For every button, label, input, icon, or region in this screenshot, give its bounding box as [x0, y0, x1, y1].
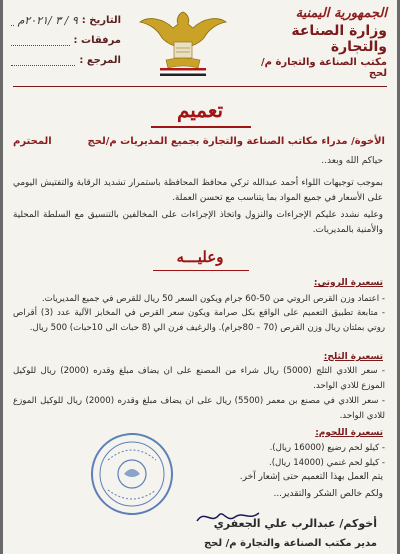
addressee-to: الأخوة/ مدراء مكاتب الصناعة والتجارة بجميع المديريات م/لحج [87, 136, 385, 147]
closing-greeting: ولكم خالص الشكر والتقدير... [273, 489, 383, 499]
reference-label: المرجع : [79, 54, 121, 66]
header-divider [13, 86, 387, 87]
reference-line [11, 55, 75, 66]
section-heading-wa-alayh: وعليـــه [176, 248, 224, 266]
bread-pricing-title: تسعيرة الروتي: [313, 278, 383, 288]
reference-block [11, 10, 121, 70]
date-row [11, 10, 121, 30]
wa-alayh-underline [153, 270, 249, 271]
date-line [11, 15, 14, 26]
bread-item-2: - متابعة تطبيق التعميم على الواقع بكل صرامة ويكون سعر القرص في المخابز الآلية عدد (3) أقراص روتي بمئتان ريال وزن القرص (70 – 80جرام). والرغيف فرن الي (8 حبات الى 10حبات) 500 ريال. [13, 308, 385, 333]
letterhead-right [247, 6, 387, 79]
yemen-eagle-emblem-icon [138, 4, 228, 79]
ice-pricing-title: تسعيرة الثلج: [323, 352, 383, 362]
document-title: تعميم [176, 98, 224, 122]
signatory-name: أخوكم/ عبدالرب علي الجعفري [213, 517, 377, 530]
ice-item-2: - سعر اللادي في مصنع بن معمر (5500) ريال على ان يضاف مبلغ وقدره (2000) ريال للوكيل الموزع للادي الواحد. [13, 396, 385, 421]
addressee-honorific: المحترم [13, 136, 52, 147]
effective-note: يتم العمل بهذا التعميم حتى إشعار آخر. [239, 472, 383, 482]
paragraph-enforcement: وعليه نشدد عليكم الإجراءات والنزول واتخاذ الإجراءات على المخالفين بالتنسيق مع السلطة المحلية والأمنية بالمديريات. [13, 210, 383, 235]
attachments-line [11, 35, 70, 46]
addressee-line [13, 136, 385, 147]
greeting: حياكم الله وبعد.. [321, 156, 383, 166]
date-label: التاريخ : [81, 14, 121, 26]
office-name: مكتب الصناعة والتجارة م/ لحج [261, 57, 387, 79]
meat-pricing-title: تسعيرة اللحوم: [315, 428, 383, 438]
paragraph-directive: بموجب توجيهات اللواء أحمد عبدالله تركي محافظ المحافظة باستمرار تشديد الرقابة والتفتيش اليومي على الأسعار في جميع المواد بما يتناسب مع تحسن العملة. [13, 178, 383, 203]
date-value: ٩ / ٣ /٢٠٢١م [17, 13, 78, 27]
reference-row [11, 50, 121, 70]
ministry-name: وزارة الصناعة والتجارة [291, 23, 387, 55]
bread-item-1: - اعتماد وزن القرص الروتي من 50-60 جرام ويكون السعر 50 ريال للقرص في جميع المديريات. [41, 294, 385, 304]
signatory-title: مدير مكتب الصناعة والتجارة م/ لحج [203, 538, 377, 549]
attachments-row [11, 30, 121, 50]
attachments-label: مرفقات : [73, 34, 121, 46]
republic-name: الجمهورية اليمنية [295, 6, 387, 21]
ice-item-1: - سعر اللادي الثلج (5000) ريال شراء من المصنع على ان يضاف مبلغ وقدره (2000) ريال للوكيل الموزع للادي الواحد. [13, 366, 386, 391]
document-page [3, 0, 397, 554]
office-stamp-icon [88, 430, 176, 518]
meat-item-2: - كيلو لحم غنمي (14000 ريال). [268, 458, 385, 468]
meat-item-1: - كيلو لحم رضيع (16000 ريال). [269, 443, 385, 453]
title-underline [151, 126, 251, 128]
